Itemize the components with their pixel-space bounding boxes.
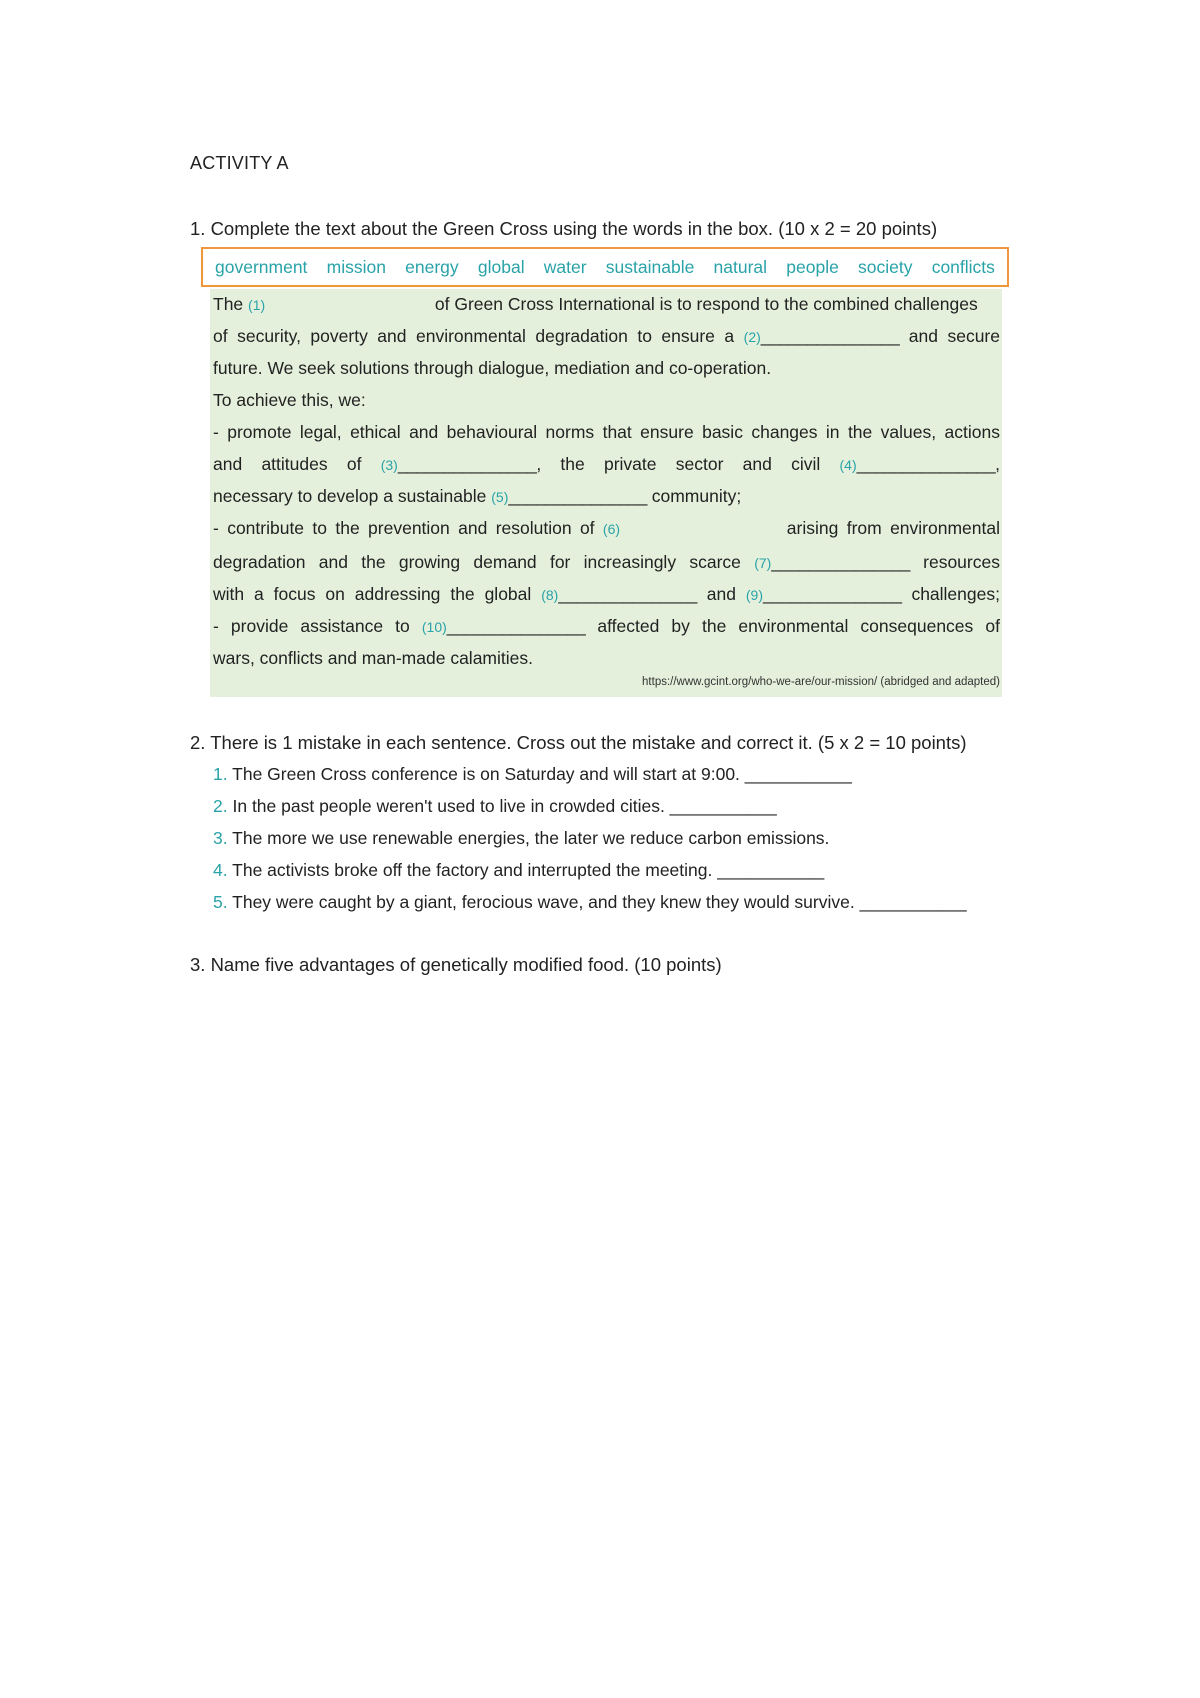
word-box-item: energy xyxy=(405,256,459,277)
source-citation: https://www.gcint.org/who-we-are/our-mission/ (abridged and adapted) xyxy=(642,676,1000,688)
cloze-line: - provide assistance to (10)_______________ affected by the environmental consequences of xyxy=(213,616,1000,636)
gap-4-blank[interactable]: _______________ xyxy=(856,454,996,474)
gap-number: (6) xyxy=(602,521,621,537)
word-box-item: water xyxy=(543,256,587,277)
word-box xyxy=(201,247,1009,287)
cloze-line: of security, poverty and environmental degradation to ensure a (2)_______________ and secure xyxy=(213,326,1000,346)
sentence-item: 3. The more we use renewable energies, the later we reduce carbon emissions. xyxy=(213,828,830,848)
sentence-item: 2. In the past people weren't used to live in crowded cities. ___________ xyxy=(213,796,777,816)
question-2-instruction: 2. There is 1 mistake in each sentence. Cross out the mistake and correct it. (5 x 2 = 10 points) xyxy=(190,732,967,753)
word-box-item: conflicts xyxy=(931,256,995,277)
question-3-instruction: 3. Name five advantages of genetically modified food. (10 points) xyxy=(190,954,722,975)
gap-number: (2) xyxy=(743,329,761,345)
cloze-line: future. We seek solutions through dialogue, mediation and co-operation. xyxy=(213,358,772,378)
gap-number: (7) xyxy=(754,555,772,571)
gap-2-blank[interactable]: _______________ xyxy=(760,326,900,346)
gap-number: (3) xyxy=(380,457,398,473)
cloze-line: The (1) of Green Cross International is to respond to the combined challenges xyxy=(213,294,978,314)
question-1-instruction: 1. Complete the text about the Green Cross using the words in the box. (10 x 2 = 20 points) xyxy=(190,218,938,239)
gap-3-blank[interactable]: _______________ xyxy=(397,454,537,474)
word-box-item: sustainable xyxy=(605,256,695,277)
gap-number: (8) xyxy=(541,587,559,603)
gap-number: (9) xyxy=(745,587,764,603)
gap-5-blank[interactable]: _______________ xyxy=(508,486,647,506)
sentence-item: 4. The activists broke off the factory and interrupted the meeting. ___________ xyxy=(213,860,825,880)
cloze-line: - contribute to the prevention and resolution of (6) arising from environmental xyxy=(213,518,1000,538)
gap-number: (1) xyxy=(248,297,266,313)
gap-7-blank[interactable]: _______________ xyxy=(771,552,910,572)
cloze-line: - promote legal, ethical and behavioural norms that ensure basic changes in the values, actions xyxy=(213,422,1000,442)
gap-number: (4) xyxy=(839,457,857,473)
cloze-line: necessary to develop a sustainable (5)_______________ community; xyxy=(213,486,742,506)
word-box-item: people xyxy=(786,256,839,277)
activity-heading: ACTIVITY A xyxy=(190,153,289,173)
cloze-line: and attitudes of (3)_______________, the private sector and civil (4)_______________, xyxy=(213,454,1000,474)
cloze-line: degradation and the growing demand for increasingly scarce (7)_______________ resources xyxy=(213,552,1000,572)
word-box-item: government xyxy=(215,256,308,277)
sentence-item: 5. They were caught by a giant, ferocious wave, and they knew they would survive. ___________ xyxy=(213,892,967,912)
word-box-item: global xyxy=(477,256,525,277)
gap-number: (10) xyxy=(421,619,447,635)
gap-10-blank[interactable]: _______________ xyxy=(446,616,586,636)
cloze-line: To achieve this, we: xyxy=(213,390,366,410)
cloze-line: wars, conflicts and man-made calamities. xyxy=(213,648,533,668)
gap-9-blank[interactable]: _______________ xyxy=(763,584,902,604)
word-box-item: mission xyxy=(326,256,386,277)
word-box-item: natural xyxy=(713,256,768,277)
sentence-item: 1. The Green Cross conference is on Saturday and will start at 9:00. ___________ xyxy=(213,764,852,784)
word-box-item: society xyxy=(858,256,913,277)
cloze-line: with a focus on addressing the global (8)_______________ and (9)_______________ challenges; xyxy=(213,584,1000,604)
gap-number: (5) xyxy=(491,489,509,505)
gap-8-blank[interactable]: _______________ xyxy=(558,584,697,604)
